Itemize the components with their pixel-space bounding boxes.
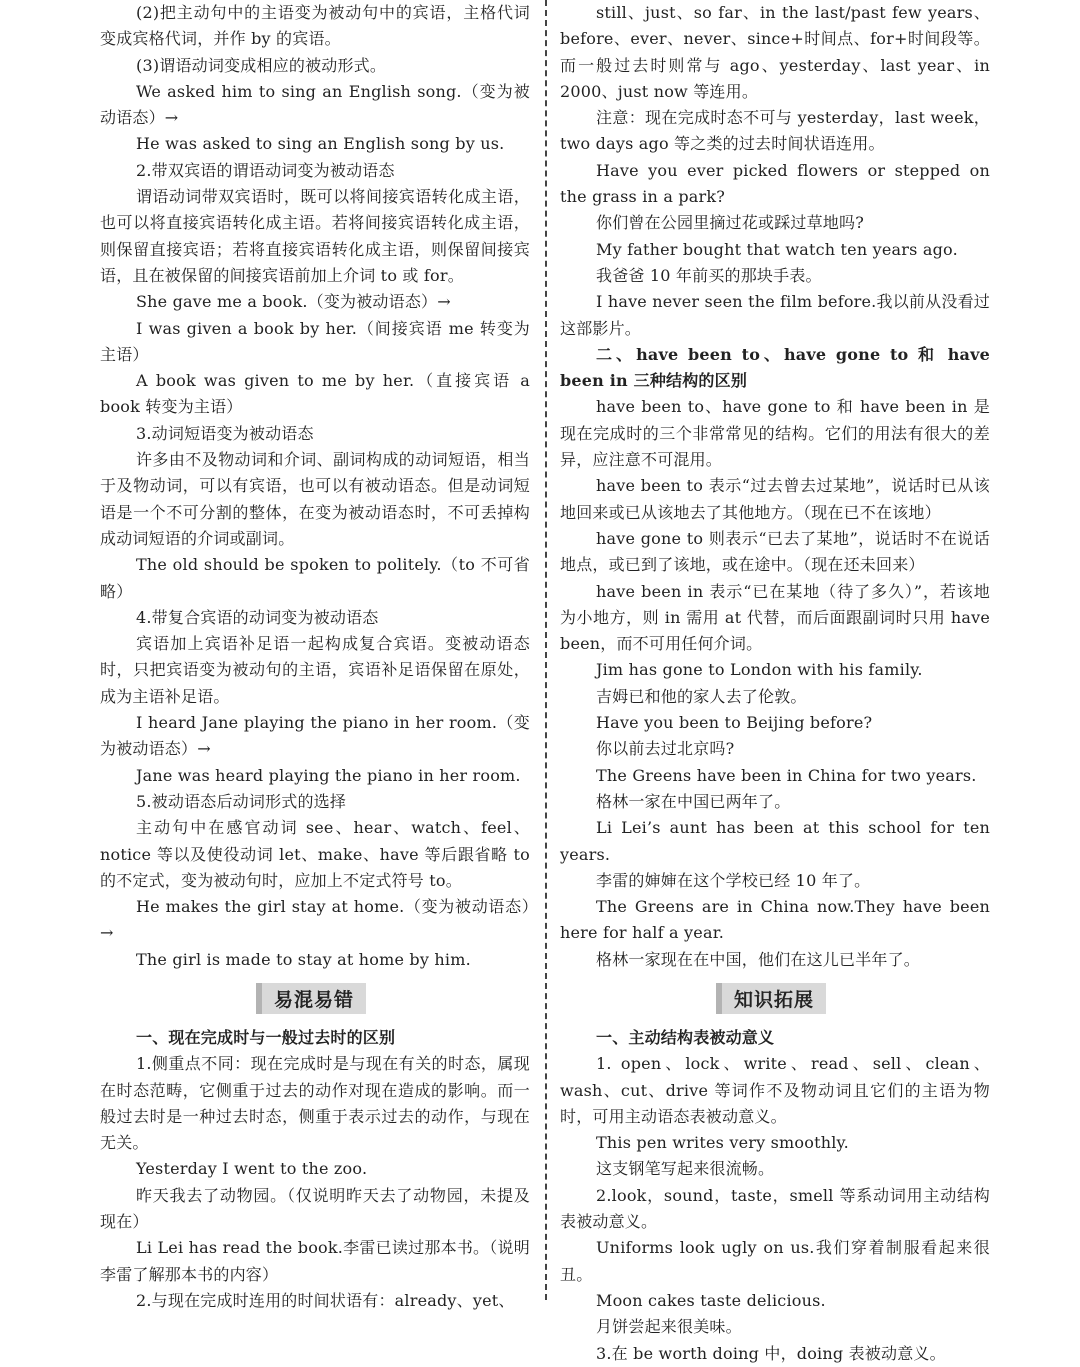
paragraph: 主动句中在感官动词 see、hear、watch、feel、notice 等以及使役动词 let、make、have 等后跟省略 to 的不定式，变为被动句时，应加上不定式符号 to。: [100, 818, 530, 890]
paragraph: 2.带双宾语的谓语动词变为被动语态: [136, 160, 395, 180]
right-column: [560, 0, 990, 1367]
paragraph: (2)把主动句中的主语变为被动句中的宾语，主格代词变成宾格代词，并作 by 的宾语。: [100, 3, 530, 49]
paragraph: Li Lei has read the book.李雷已读过那本书。（说明李雷了解那本书的内容）: [100, 1238, 530, 1284]
paragraph: He was asked to sing an English song by us.: [136, 134, 505, 154]
paragraph: still、just、so far、in the last/past few years、before、ever、never、since+时间点、for+时间段等。而一般过去时则常与 ago、yesterday、last year、in 2000、just now 等连用。: [560, 3, 990, 101]
paragraph: 4.带复合宾语的动词变为被动语态: [136, 607, 379, 627]
paragraph: 2.look，sound，taste，smell 等系动词用主动结构表被动意义。: [560, 1185, 990, 1232]
section-heading: 二、have been to、have gone to 和 have been in 三种结构的区别: [560, 344, 990, 391]
paragraph: 宾语加上宾语补足语一起构成复合宾语。变被动语态时，只把宾语变为被动句的主语，宾语补足语保留在原处，成为主语补足语。: [100, 634, 530, 706]
section-banner: [100, 973, 530, 1025]
paragraph: 月饼尝起来很美味。: [596, 1317, 742, 1337]
column-divider: [545, 0, 547, 1300]
paragraph: Yesterday I went to the zoo.: [136, 1159, 368, 1179]
paragraph: Moon cakes taste delicious.: [596, 1290, 826, 1310]
paragraph: Have you ever picked flowers or stepped on the grass in a park?: [560, 160, 990, 207]
section-banner-label: 易混易错: [256, 983, 366, 1014]
paragraph: 你以前去过北京吗?: [596, 739, 735, 759]
paragraph: 格林一家现在在中国，他们在这儿已半年了。: [596, 949, 921, 969]
paragraph: The Greens are in China now.They have been here for half a year.: [560, 897, 990, 943]
paragraph: 3.动词短语变为被动语态: [136, 423, 314, 443]
section-heading: 一、现在完成时与一般过去时的区别: [136, 1027, 396, 1047]
paragraph: have been to 表示“过去曾去过某地”，说话时已从该地回来或已从该地去了其他地方。（现在已不在该地）: [560, 476, 990, 522]
paragraph: 这支钢笔写起来很流畅。: [596, 1159, 775, 1179]
paragraph: A book was given to me by her.（直接宾语 a book 转变为主语）: [100, 371, 530, 417]
section-heading: 一、主动结构表被动意义: [596, 1027, 775, 1047]
paragraph: have been in 表示“已在某地（待了多久）”，若该地为小地方，则 in 需用 at 代替，而后面跟副词时只用 have been，而不可用任何介词。: [560, 581, 990, 654]
paragraph: 我爸爸 10 年前买的那块手表。: [596, 265, 822, 285]
paragraph: 1.侧重点不同：现在完成时是与现在有关的时态，属现在时态范畴，它侧重于过去的动作对现在造成的影响。而一般过去时是一种过去时态，侧重于表示过去的动作，与现在无关。: [100, 1054, 530, 1153]
paragraph: 注意：现在完成时态不可与 yesterday，last week，two days ago 等之类的过去时间状语连用。: [560, 108, 990, 154]
section-banner: [560, 973, 990, 1025]
paragraph: I heard Jane playing the piano in her room.（变为被动语态）→: [100, 713, 530, 759]
paragraph: Li Lei’s aunt has been at this school for ten years.: [560, 818, 990, 864]
paragraph: Uniforms look ugly on us.我们穿着制服看起来很丑。: [560, 1238, 990, 1284]
paragraph: We asked him to sing an English song.（变为被动语态）→: [100, 81, 530, 128]
left-column: [100, 0, 530, 1314]
paragraph: have gone to 则表示“已去了某地”，说话时不在说话地点，或已到了该地，或在途中。（现在还未回来）: [560, 528, 990, 575]
paragraph: 5.被动语态后动词形式的选择: [136, 791, 347, 811]
paragraph: 2.与现在完成时连用的时间状语有：already、yet、: [136, 1290, 515, 1310]
paragraph: 李雷的婶婶在这个学校已经 10 年了。: [596, 870, 871, 890]
paragraph: 你们曾在公园里摘过花或踩过草地吗?: [596, 213, 864, 233]
paragraph: 谓语动词带双宾语时，既可以将间接宾语转化成主语，也可以将直接宾语转化成主语。若将间接宾语转化成主语，则保留直接宾语；若将直接宾语转化成主语，则保留间接宾语，且在被保留的间接宾语前加上介词 to 或 for。: [100, 187, 530, 285]
paragraph: Have you been to Beijing before?: [596, 713, 873, 733]
paragraph: Jane was heard playing the piano in her room.: [136, 765, 521, 785]
paragraph: Jim has gone to London with his family.: [596, 660, 923, 680]
paragraph: (3)谓语动词变成相应的被动形式。: [136, 55, 387, 75]
paragraph: I was given a book by her.（间接宾语 me 转变为主语）: [100, 318, 530, 364]
paragraph: 昨天我去了动物园。（仅说明昨天去了动物园，未提及现在）: [100, 1185, 530, 1232]
paragraph: This pen writes very smoothly.: [596, 1133, 849, 1153]
paragraph: The girl is made to stay at home by him.: [136, 949, 471, 969]
paragraph: She gave me a book.（变为被动语态）→: [136, 292, 451, 312]
paragraph: He makes the girl stay at home.（变为被动语态）→: [100, 897, 530, 943]
paragraph: have been to、have gone to 和 have been in 是现在完成时的三个非常常见的结构。它们的用法有很大的差异，应注意不可混用。: [560, 397, 990, 470]
paragraph: My father bought that watch ten years ago.: [596, 239, 958, 259]
paragraph: 格林一家在中国已两年了。: [596, 791, 791, 811]
paragraph: The Greens have been in China for two years.: [596, 765, 977, 785]
section-banner-label: 知识拓展: [716, 983, 826, 1014]
paragraph: 许多由不及物动词和介词、副词构成的动词短语，相当于及物动词，可以有宾语，也可以有被动语态。但是动词短语是一个不可分割的整体，在变为被动语态时，不可丢掉构成动词短语的介词或副词。: [100, 450, 530, 548]
paragraph: 3.在 be worth doing 中，doing 表被动意义。: [596, 1343, 946, 1363]
paragraph: 1. open、lock、write、read、sell、clean、wash、cut、drive 等词作不及物动词且它们的主语为物时，可用主动语态表被动意义。: [560, 1054, 990, 1126]
paragraph: 吉姆已和他的家人去了伦敦。: [596, 686, 807, 706]
paragraph: I have never seen the film before.我以前从没看过这部影片。: [560, 292, 990, 338]
paragraph: The old should be spoken to politely.（to 不可省略）: [100, 555, 530, 601]
